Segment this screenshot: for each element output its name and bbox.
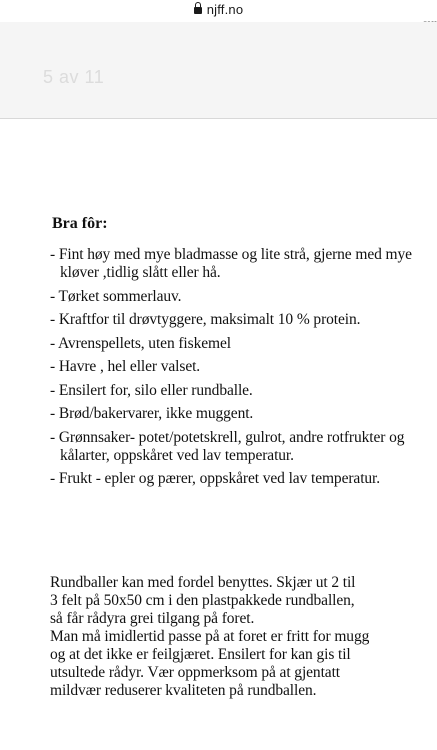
list-item: - Grønnsaker- potet/potetskrell, gulrot, andre rotfrukter og kålarter, oppskåret ved lav temperatur. <box>50 428 405 464</box>
url-text: njff.no <box>206 2 244 17</box>
document-page <box>0 119 437 750</box>
lock-icon <box>194 7 202 14</box>
paragraph-line: 3 felt på 50x50 cm i den plastpakkede rundballen, <box>50 592 355 609</box>
list-item: - Kraftfor til drøvtyggere, maksimalt 10 % protein. <box>50 311 361 328</box>
list-item: - Ensilert for, silo eller rundballe. <box>50 381 253 399</box>
paragraph-line: Man må imidlertid passe på at foret er fritt for mugg <box>50 628 370 645</box>
browser-address-bar[interactable] <box>0 0 437 22</box>
url-display[interactable] <box>0 2 437 17</box>
paragraph-line: Rundballer kan med fordel benyttes. Skjær ut 2 til <box>50 574 356 591</box>
document-viewer-header <box>0 22 437 119</box>
page-counter: 5 av 11 <box>43 67 105 87</box>
document-heading: Bra fôr: <box>52 215 108 232</box>
paragraph-line: og at det ikke er feilgjæret. Ensilert for kan gis til <box>50 646 351 663</box>
feed-list <box>50 246 430 494</box>
paragraph-line: så får rådyra grei tilgang på foret. <box>50 610 255 627</box>
list-item: - Tørket sommerlauv. <box>50 287 182 305</box>
paragraph-line: utsultede rådyr. Vær oppmerksom på at gjentatt <box>50 664 340 681</box>
list-item: - Frukt - epler og pærer, oppskåret ved lav temperatur. <box>50 470 381 487</box>
list-item: - Havre , hel eller valset. <box>50 358 201 375</box>
paragraph-line: mildvær reduserer kvaliteten på rundballen. <box>50 682 317 699</box>
list-item: - Avrenspellets, uten fiskemel <box>50 334 231 352</box>
list-item: - Fint høy med mye bladmasse og lite strå, gjerne med mye kløver ,tidlig slått eller hå. <box>50 246 412 281</box>
body-paragraph <box>50 574 435 700</box>
list-item: - Brød/bakervarer, ikke muggent. <box>50 405 254 422</box>
